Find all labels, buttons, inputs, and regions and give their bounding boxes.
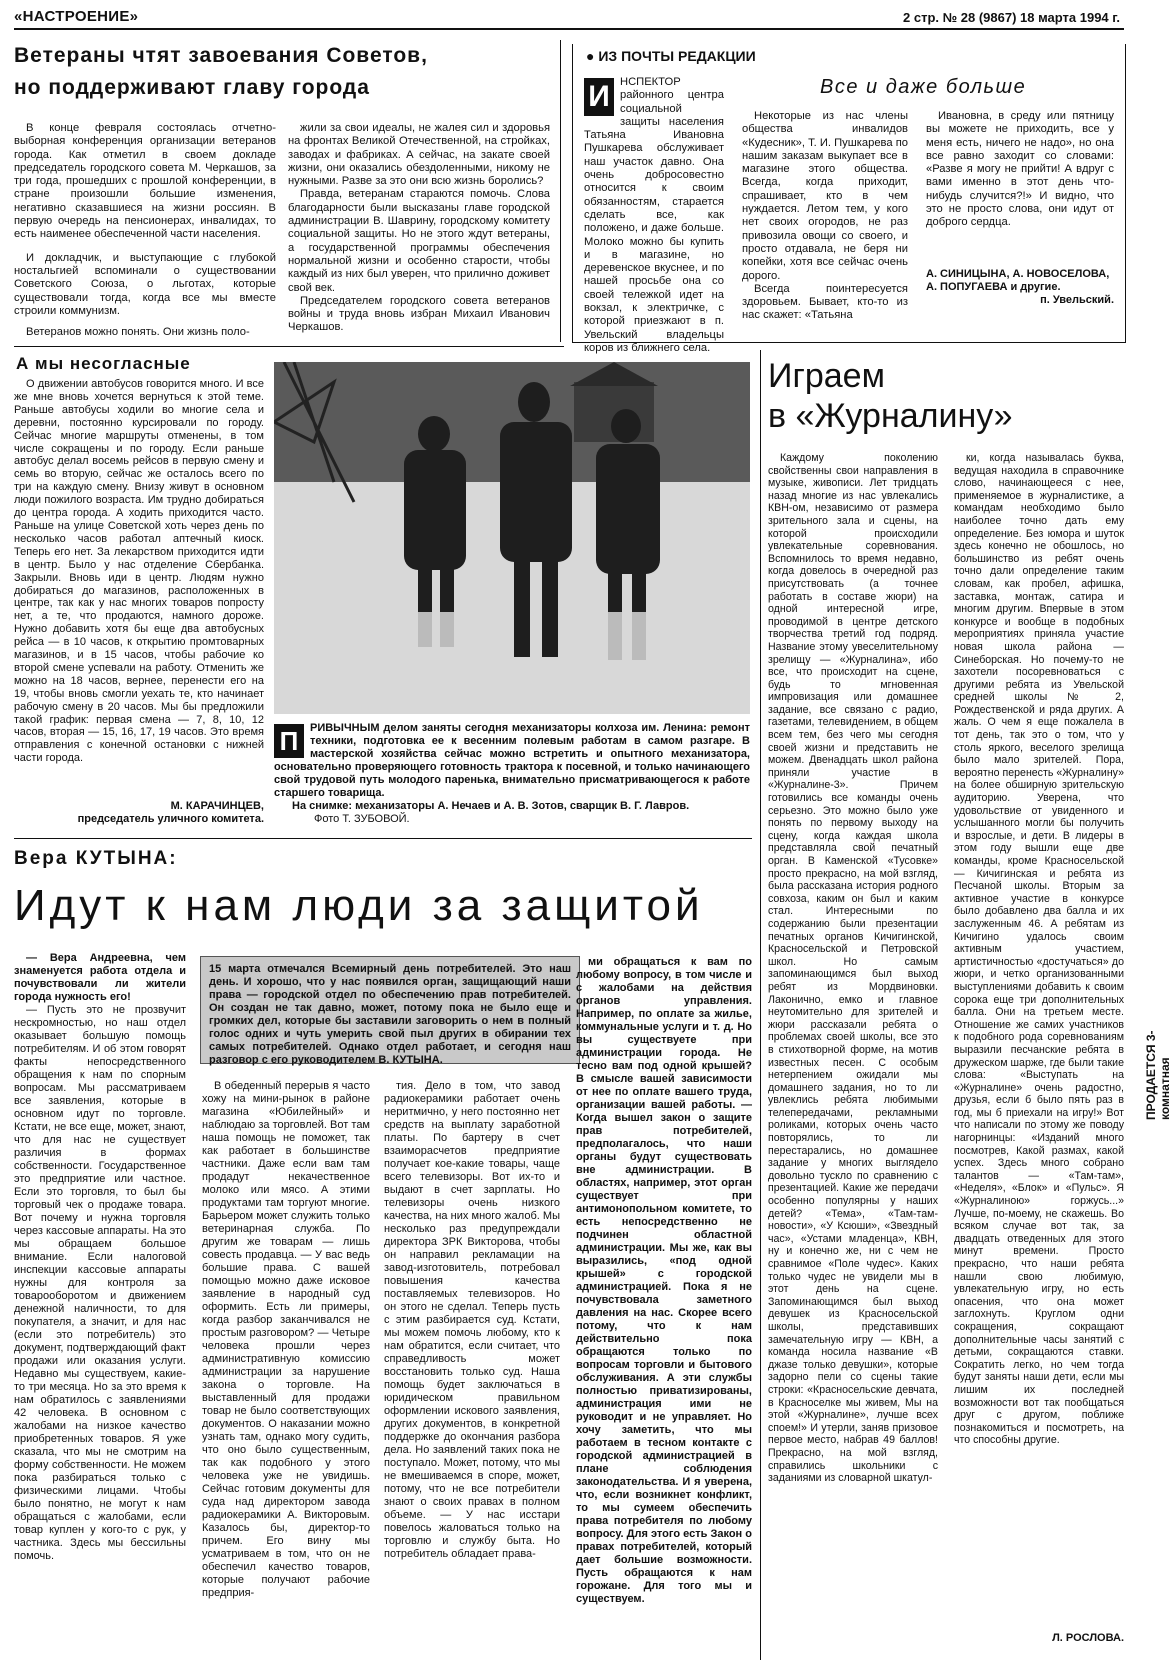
veterans-title-1: Ветераны чтят завоевания Советов, — [14, 44, 428, 67]
mail-title: Все и даже больше — [820, 76, 1027, 98]
kutyna-col-4: ми обращаться к вам по любому вопросу, в том числе и с жалобами на действия органов управления. Например, по оплате за жилье, коммунальные услуги и т. д. Но вы существуете при администрации города. Не тесно вам под одной крышей? В смысле вашей зависимости от нее по оплате вашего труда, организации вашей работы. — Когда вышел закон о защите прав потребителей, предполагалось, что наши органы будут существовать вне администрации. В областях, например, этот орган существует при антимонопольном комитете, то есть непосредственно не подчинен областной администрации. Мы же, как вы выразились, «под одной крышей» с городской администрацией. Пока я не почувствовала заметного давления на нас. Скорее всего потому, что к нам действительно пока обращаются только по вопросам торговли и бытового обслуживания. А эти службы полностью приватизированы, администрация ими не руководит и не управляет. Но хочу заметить, что мы работаем в тесном контакте с городской администрацией в плане соблюдения законодательства. И я уверена, что, если возникнет конфликт, то мы сумеем обеспечить права потребителя по любому вопросу. Для этого есть Закон о правах потребителей, который дает большие возможности. Пусть обращаются к нам горожане. Для того мы и существуем. — [576, 956, 752, 1605]
divider — [760, 350, 761, 1660]
mail-col-3: Ивановна, в среду или пятницу вы можете не приходить, все у меня есть, ничего не надо», но она все равно заходит со словами: «Разве я могу не прийти! А вдруг с вами именно в этот день что-нибудь случится?!» И видно, что это не просто слова, они идут от доброго сердца. — [926, 110, 1114, 229]
photo-scene — [274, 362, 750, 714]
veterans-title-2: но поддерживают главу города — [14, 76, 370, 99]
side-vertical-text: ПРОДАЕТСЯ 3-комнатная — [1144, 1030, 1172, 1120]
kutyna-intro-box: 15 марта отмечался Всемирный день потребителей. Это наш день. И хорошо, что у нас появился орган, защищающий наши права — городской отдел по обеспечению прав потребителей. Он создан не так давно, может, потому пока не было еще и громких дел, которые бы заставили заговорить о нем в полный голос одних и чуть умерить свой пыл других в обирании тех самых потребителей. Однако отдел работает, и сегодня наш разговор с его руководителем В. КУТЫНА. — [200, 956, 580, 1064]
kutyna-author: Вера КУТЫНА: — [14, 848, 178, 869]
section-rule — [14, 346, 564, 347]
kutyna-title: Идут к нам люди за защитой — [14, 881, 704, 930]
veterans-col-2: жили за свои идеалы, не жалея сил и здоровья на фронтах Великой Отечественной, на стройках, заводах и фабриках. А сейчас, на закате своей жизни, они оказались обездоленными, никому не нужными. Разве за это они всю жизнь боролись? Правда, ветеранам стараются помочь. Слова благодарности были высказаны главе городской администрации В. Шаврину, городскому комитету социальной защиты. Но не этого ждут ветераны, а государственной программы обеспечения нормальной жизни и особенно старости, чтобы каждый из них был уверен, что прилично доживет свой век. Председателем городского совета ветеранов войны и труда вновь избран Михаил Иванович Черкашов. — [288, 122, 550, 334]
photo-caption: П РИВЫЧНЫМ делом заняты сегодня механизаторы колхоза им. Ленина: ремонт техники, подготовка ее к весенним полевым работам в самом разгаре. В мастерской хозяйства сейчас можно встретить и опытного механизатора, основательно проверяющего готовность трактора к посевной, и только начинающего свой трудовой путь молодого паренька, внимательно присматривающегося к работе старшего товарища. На снимке: механизаторы А. Нечаев и А. В. Зотов, сварщик В. Г. Лавров. Фото Т. ЗУБОВОЙ. — [274, 722, 750, 825]
kutyna-col-3: тия. Дело в том, что завод радиокерамики работает очень неритмично, у него постоянно нет средств на выплату заработной платы. По бартеру в счет взаиморасчетов предприятие получает кое-какие товары, чаще всего телевизоры. Вот их-то и выдают в счет зарплаты. Но телевизоры очень низкого качества, на них много жалоб. Мы несколько раз предупреждали директора ЗРК Викторова, чтобы он направил рекламации на завод-изготовитель, потребовал повышения качества поставляемых телевизоров. Но он этого не сделал. Теперь пусть с этим разбирается суд. Кстати, мы можем помочь любому, кто к нам обратится, если считает, что справедливость может восстановить только суд. Наша помощь будет заключаться в юридическом правильном оформлении искового заявления, других документов, в конкретной поддержке до окончания разбора дела. Но заявлений таких пока не поступало. Может, потому, что мы не вмешиваемся в споре, может, потому, что не все потребители знают о своих правах в полном объеме. — У нас исстари повелось жаловаться только на торговлю и службу быта. Но потребитель обладает права- — [384, 1080, 560, 1560]
veterans-col-1: В конце февраля состоялась отчетно-выборная конференция организации ветеранов города. Как отметил в своем докладе председатель городского совета М. Черкашов, за три года, прошедших с прошлой конференции, в стране произошли большие изменения, негативно сказавшиеся на жизни россиян. В первую очередь на пенсионерах, инвалидах, то есть наименее обеспеченной части населения. И докладчик, и выступающие с глубокой ностальгией вспоминали о существовании Советского Союза, о льготах, которые существовали тогда, когда все мы вместе строили коммунизм. Ветеранов можно понять. Они жизнь поло- — [14, 122, 276, 339]
mail-col-1: И НСПЕКТОР районного центра социальной защиты населения Татьяна Ивановна Пушкарева обслуживает наш участок давно. Она очень добросовестно относится к своим обязанностям, старается сделать все, как положено, и даже больше. Молоко можно бы купить и в магазине, но деревенское вкуснее, и по нашей просьбе она со своей тележкой идет на вокзал, к электричке, с которой приезжают в п. Увельский владельцы коров из ближнего села. — [584, 76, 724, 354]
journal-title: Играем в «Журналину» — [768, 357, 1013, 435]
drop-cap: П — [274, 724, 304, 758]
bus-text: О движении автобусов говорится много. И все же мне вновь хочется вернуться к этой теме. Раньше автобусы ходили во многие села и деревни, постоянно курсировали по городу. Сейчас многие маршруты отменены, в том числе сокращены и по городу. Если раньше автобус делал восемь рейсов в первую смену и семь во вторую, сейчас же осталось всего по три на каждую смену. Внизу живут в основном люди пожилого возраста. Им трудно добираться до центра города. А ходить приходится часто. Раньше на улице Советской хоть через день по несколько часов работал аптечный киоск. Теперь его нет. За лекарством приходится идти в центр. Было у нас отделение Сбербанка. Закрыли. Вновь иди в центр. Людям нужно добираться до магазинов, расположенных в центре, так как у нас многих товаров попросту нет, а те, что продаются, намного дороже. Нужно добавить хотя бы еще два автобусных рейса — в 10 часов, к открытию промтоварных магазинов, и в 15 часов, чтобы рабочие ко второй смене успевали на работу. Отменить же можно на 18 часов, вернее, перенести его на 19, чтобы вновь смогли уехать те, кто начинает рабочую смену в 20 часов. Мы бы предложили такой график: первая смена — 7, 8, 10, 12 часов, вторая — 15, 16, 17, 19 часов. Это время отправления с конечной остановки с нижней части города. — [14, 378, 264, 765]
divider — [560, 40, 561, 342]
section-rule — [14, 838, 752, 839]
bus-title: А мы несогласные — [16, 354, 191, 373]
mail-signature: А. СИНИЦЫНА, А. НОВОСЕЛОВА, А. ПОПУГАЕВА и другие. п. Увельский. — [926, 268, 1114, 306]
drop-cap: И — [584, 78, 614, 116]
photo-mechanics — [274, 362, 750, 714]
mail-col-2: Некоторые из нас члены общества инвалидов «Кудесник», Т. И. Пушкарева по нашим заказам выкупает все в магазине этого общества. Всегда, когда приходит, спрашивает, кто в чем нуждается. Летом тем, у кого нет своих огородов, не раз привозила овощи со своего, и просто отдавала, не беря ни копейки, хотя все сейчас очень дорого. Всегда поинтересуется здоровьем. Бывает, кто-то из нас скажет: «Татьяна — [742, 110, 908, 322]
journal-col-1: Каждому поколению свойственны свои направления в музыке, живописи. Лет тридцать назад многие из нас увлекались КВН-ом, независимо от размера зрительного зала и сцены, на которой происходили увлекательные соревнования. Вспомнилось то время недавно, когда довелось в очередной раз присутствовать (а точнее работать в составе жюри) на одной интересной игре, проводимой в центре детского творчества третий год подряд. Название этому увеселительному зрелищу — «Журналина», ибо все, что происходит на сцене, будь то мгновенная импровизация или домашнее задание, все связано с радио, газетами, телевидением, в общем всем тем, без чего мы сегодня своей жизни и представить не можем. Двенадцать школ района приняли участие в «Журналине-3». Причем готовились все команды очень серьезно. Это можно было уже понять по первому выходу на сцену, когда каждая школа представляла свой печатный орган. В Каменской «Тусовке» просто прекрасно, на мой взгляд, была рассказана история родного совхоза, каким он был и каким стал. Интересными по содержанию были презентации печатных органов Кичигинской, Красносельской и Петровской школ. Но самым запоминающимся был выход ребят из Мордвиновки. Лаконично, емко и главное неутомительно для зрителей и жюри рассказали ребята о проблемах своей школы, все это в стихотворной форме, на мотив известных песен. С особым нетерпением ожидали мы домашнего задания, но то ли увлеклись ребята любимыми телепередачами, рекламными роликами, которых очень часто повторялись, то ли перестарались, но домашнее задание у многих выглядело довольно тускло по сравнению с презентацией. Какие же передачи особенно популярны у наших детей? «Тема», «Там-там-новости», «У Ксюши», «Звездный час», «Устами младенца», КВН, ну и конечно же, ни с чем не сравнимое «Поле чудес». Каких только чудес не увидели мы в этот день на сцене. Запоминающимся был выход девушек из Красносельской школы, представивших замечательную игру — КВН, а команда носила название «В джазе только девушки», которые задорно пели со сцены такие строки: «Красносельские девчата, в Красноселке мы живем, Мы на этой «Журналине», лучше всех споем!» И утерли, заняв призовое первое место, набрав 49 баллов! Прекрасно, на мой взгляд, справились школьники с заданиями из словарной шкатул- — [768, 452, 938, 1485]
header-rule — [14, 28, 1124, 30]
issue-info: 2 стр. № 28 (9867) 18 марта 1994 г. — [903, 10, 1120, 25]
journal-col-2: ки, когда называлась буква, ведущая находила в справочнике слово, начинающееся с нее, применяемое в журналистике, а командам необходимо было наиболее точно дать ему определение. Без юмора и шуток здесь конечно не обошлось, но большинство из ребят очень точно дали определение таким словам, как пробел, афишка, заставка, монтаж, сатира и многим другим. Впервые в этом конкурсе и вообще в подобных мероприятиях приняла участие новая школа района — Синеборская. Но почему-то не захотели посоревноваться с другими ребята из Увельской средней школы № 2, Рождественской и ряда других. А жаль. О чем я еще пожалела в тот день, так это о том, что у столь яркого, веселого зрелища было мало зрителей. Пора, вероятно перенесть «Журналину» на более обширную зрительскую аудиторию. Уверена, что удовольствие от увиденного и услышанного могли бы получить и взрослые, и дети. В лидеры в этом году вышли еще две команды, кроме Красносельской — Кичигинская и ребята из Песчаной школы. Вторым за активное участие в конкурсе было добавлено два балла и их заслуженным 46. А ребятам из Кичигино удалось своим активным участием, артистичностью «достучаться» до жюри, и четко организованными выступлениями добавить к своим сорока еще три дополнительных балла. Они на третьем месте. Отношение же самих участников к подобного рода соревнованиям выразили песчанские ребята в дружеском шарже, где были такие слова: «Выступать на «Журналине» очень радостно, друзья, если б было пять раз в год, мы б приехали на игру!» Вот что написали по этому же поводу нагорнинцы: «Изданий много посмотрев, Какой размах, какой успех. Здесь много собрано талантов — «Там-там», «Неделя», «Блок» и «Пульс». Я «Журналиною» горжусь...» Лучше, по-моему, не скажешь. Во всяком случае вот так, за двадцать отведенных для этого минут времени. Просто прекрасно, что наши ребята нашли свою любимую, увлекательную игру, но есть опасения, что она может заглохнуть. Круглом одни сокращения, сокращают дополнительные часы занятий с детьми, сокращаются ставки. Сократить легко, но чем тогда будут заняты наши дети, если мы лишим их последней возможности вот так пообщаться друг с другом, поближе познакомиться и посмотреть, на что способны другие. — [954, 452, 1124, 1447]
section-name: «НАСТРОЕНИЕ» — [14, 8, 139, 25]
journal-signature: Л. РОСЛОВА. — [1052, 1632, 1124, 1644]
bus-signature: М. КАРАЧИНЦЕВ, председатель уличного комитета. — [77, 800, 264, 825]
mail-section: ● ИЗ ПОЧТЫ РЕДАКЦИИ — [586, 48, 756, 64]
kutyna-col-1: — Вера Андреевна, чем знаменуется работа отдела и почувствовали ли жители города нужность его! — Пусть это не прозвучит нескромностью, но наш отдел оказывает большую помощь потребителям. И об этом говорят факты непосредственного обращения к нам по спорным вопросам. Мы рассматриваем все заявления, которые в основном идут по торговле. Кстати, не все еще, может, знают, что для нас не существует различия в формах собственности. Государственное это предприятие или частное. Если это торговля, то был бы торговый чек о продаже товара. Вот почему и нужна торговля через кассовые аппараты. На это мы обращаем большое внимание. Если налоговой инспекции кассовые аппараты нужны для контроля за товарооборотом и движением денежной наличности, то для покупателя, а значит, и для нас (если это потребитель) это документ, подтверждающий факт продажи или оказания услуги. Недавно мы существуем, какие-то три месяца. Но за это время к нам обратилось с заявлениями 42 человека. В основном с жалобами на низкое качество приобретенных товаров. Я уже сказала, что мы не смотрим на форму собственности. Не можем пока разбираться только с физическими лицами. Чтобы было понятно, не могут к нам обращаться с жалобами, если товар куплен у кого-то с рук, у частника. Здесь мы бессильны помочь. — [14, 952, 186, 1562]
kutyna-col-2: В обеденный перерыв я часто хожу на мини-рынок в районе магазина «Юбилейный» и наблюдаю за торговлей. Вот там наша помощь не поможет, так как работает в большинстве частники. Даже если вам там продадут некачественное молоко или мясо. А этими продуктами там торгуют многие. Барьером может служить только ветеринарная служба. По другим же товарам — лишь совесть продавца. — У вас ведь большие права. С вашей помощью можно даже исковое заявление в народный суд оформить. Есть ли примеры, когда разбор заканчивался не простым разговором? — Четыре человека прошли через административную комиссию администрации за нарушение закона о торговле. На выставленный для продажи товар не было соответствующих документов. О наказании можно узнать там, однако могу судить, что оно было существенным, так как подобного у этого человека уже не увидишь. Сейчас готовим документы для суда над директором завода радиокерамики А. Викторовым. Казалось бы, директор-то причем. Его вину мы усматриваем в том, что он не обеспечил качество товаров, которые получают рабочие предприя- — [202, 1080, 370, 1599]
